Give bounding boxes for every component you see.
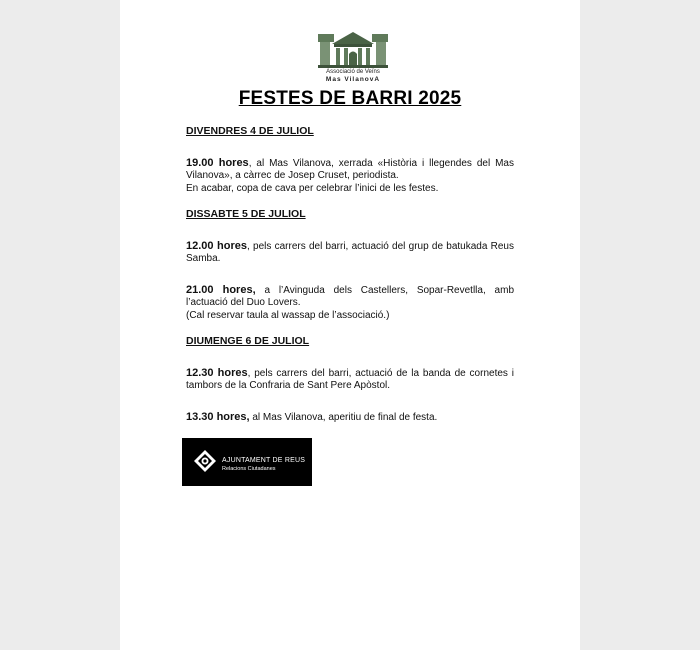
event-text: , al Mas Vilanova, xerrada «Història i llegendes del Mas Vilanova», a càrrec de Josep Cruset, periodista. xyxy=(186,157,514,181)
day-heading-sunday: DIUMENGE 6 DE JULIOL xyxy=(186,335,310,347)
event-time: 19.00 hores xyxy=(186,156,249,169)
sponsor-name: AJUNTAMENT DE REUS xyxy=(222,457,306,464)
event-text: al Mas Vilanova, aperitiu de final de festa. xyxy=(249,411,438,423)
document-page xyxy=(120,0,580,650)
association-name xyxy=(295,69,411,83)
event-note: En acabar, copa de cava per celebrar l’inici de les festes. xyxy=(186,182,439,194)
city-emblem-icon xyxy=(194,450,216,472)
day-heading-friday: DIVENDRES 4 DE JULIOL xyxy=(186,125,314,137)
page-title: FESTES DE BARRI 2025 xyxy=(238,88,462,109)
event-friday-1 xyxy=(186,157,514,196)
event-note: (Cal reservar taula al wassap de l’associació.) xyxy=(186,309,390,321)
event-time: 21.00 hores, xyxy=(186,283,256,296)
event-time: 12.00 hores xyxy=(186,239,247,252)
event-saturday-1 xyxy=(186,240,514,266)
event-time: 13.30 hores, xyxy=(186,410,250,423)
association-name-line2: Mas VilanovA xyxy=(325,76,381,83)
day-heading-saturday: DISSABTE 5 DE JULIOL xyxy=(186,208,306,220)
event-saturday-2 xyxy=(186,284,514,323)
program xyxy=(186,125,514,461)
association-logo xyxy=(318,28,388,68)
event-sunday-1 xyxy=(186,367,514,393)
event-text: , pels carrers del barri, actuació de la banda de cornetes i tambors de la Confraria de Sant Pere Apòstol. xyxy=(186,367,514,391)
event-text: a l’Avinguda dels Castellers, Sopar-Revetlla, amb l’actuació del Duo Lovers. xyxy=(186,284,515,308)
sponsor-department: Relacions Ciutadanes xyxy=(222,466,276,472)
event-sunday-2 xyxy=(186,411,514,425)
sponsor-logo xyxy=(182,438,312,486)
association-name-line1: Associació de Veïns xyxy=(326,69,380,75)
event-text: , pels carrers del barri, actuació del grup de batukada Reus Samba. xyxy=(186,240,514,264)
event-time: 12.30 hores xyxy=(186,366,248,379)
